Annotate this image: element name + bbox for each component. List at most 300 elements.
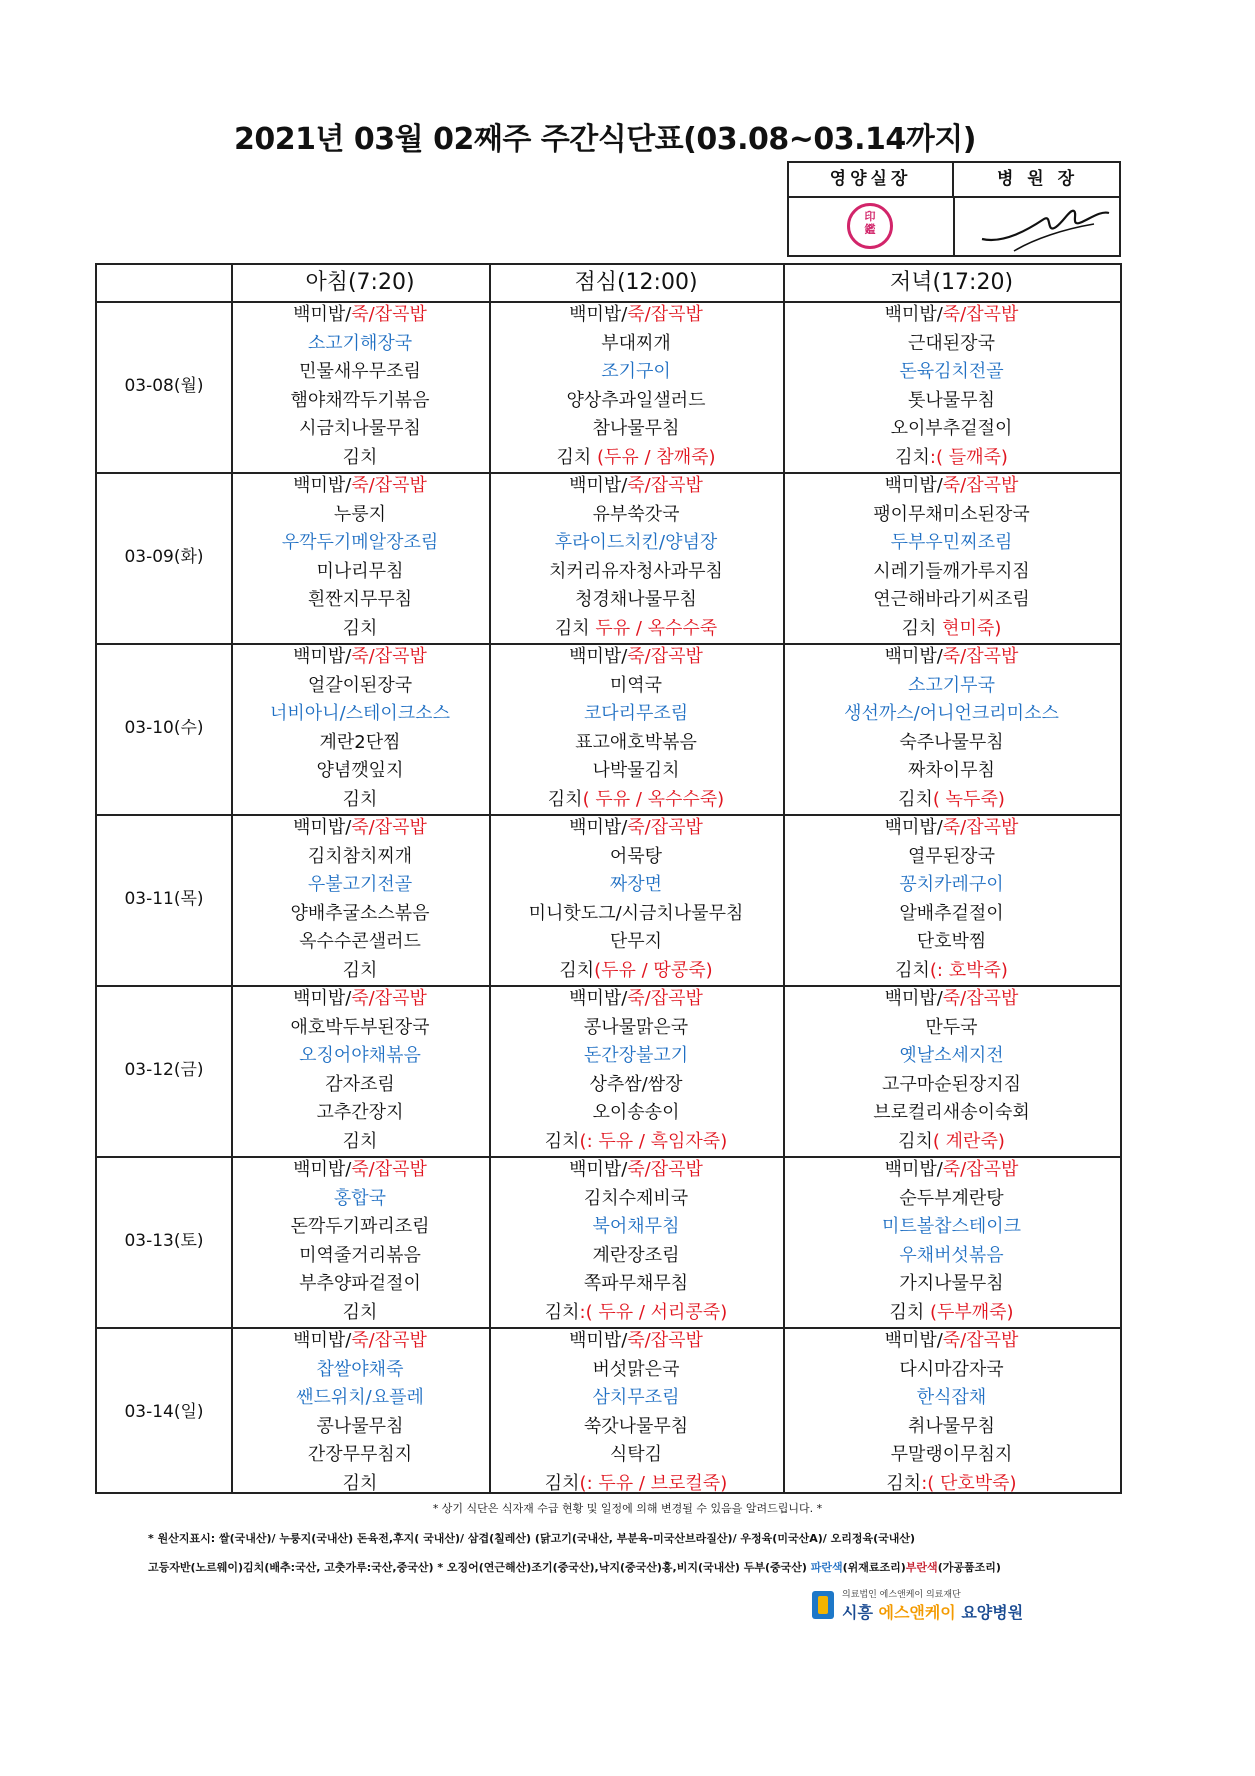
menu-item (489, 358, 783, 387)
menu-item-text: 나박물김치 (592, 760, 680, 781)
menu-item (231, 529, 489, 558)
menu-item-text: 소고기해장국 (307, 332, 413, 354)
menu-item-text: 죽/잡곡밥 (351, 817, 427, 838)
approval-divider-vertical (953, 196, 955, 255)
menu-item (489, 900, 783, 929)
day-label: 03-13(토) (124, 1230, 204, 1251)
day-label: 03-12(금) (124, 1059, 204, 1080)
day-label: 03-11(목) (124, 888, 204, 909)
menu-item (231, 387, 489, 416)
logo-name-part: 에스앤케이 (878, 1603, 956, 1622)
menu-item (231, 871, 489, 900)
menu-item-text: 한식잡채 (916, 1387, 987, 1408)
menu-cell-breakfast (231, 814, 489, 985)
menu-item (489, 501, 783, 530)
menu-item-text: 고추간장지 (316, 1102, 404, 1123)
menu-item-text: 취나물무침 (908, 1415, 995, 1437)
menu-cell-dinner (783, 985, 1120, 1156)
menu-item-text: (: 두유 / 흑임자죽) (579, 1130, 728, 1152)
menu-item-text: 참나물무침 (592, 418, 680, 439)
menu-item-text: 쑥갓나물무침 (583, 1415, 689, 1437)
menu-cell-lunch (489, 985, 783, 1156)
menu-item-text: 단호박찜 (916, 931, 987, 952)
menu-item (783, 415, 1120, 444)
menu-item-text: 백미밥/ (293, 1330, 352, 1351)
page-title: 2021년 03월 02째주 주간식단표(03.08~03.14까지) (234, 122, 976, 157)
menu-item (231, 558, 489, 587)
menu-item-text: 죽/잡곡밥 (351, 988, 427, 1009)
menu-item (231, 330, 489, 359)
menu-item (231, 358, 489, 387)
menu-cell-dinner (783, 814, 1120, 985)
menu-item (783, 672, 1120, 701)
menu-cell-dinner (783, 472, 1120, 643)
approval-header-director: 병 원 장 (996, 169, 1079, 189)
menu-item (783, 1470, 1120, 1499)
menu-item-text: 우불고기전골 (307, 874, 413, 895)
day-label: 03-14(일) (124, 1401, 204, 1422)
menu-cell-lunch (489, 472, 783, 643)
menu-item-text: 부대찌개 (601, 332, 671, 354)
menu-item-text: 감자조림 (325, 1073, 395, 1095)
menu-item-text: 치커리유자청사과무침 (549, 560, 723, 582)
menu-item-text: 백미밥/ (884, 646, 943, 667)
menu-item (489, 1014, 783, 1043)
menu-item-text: 톳나물무침 (908, 389, 995, 411)
menu-item (231, 1327, 489, 1356)
menu-item (231, 1042, 489, 1071)
menu-item-text: 찹쌀야채죽 (316, 1358, 404, 1380)
menu-item-text: 햄야채깍두기볶음 (290, 389, 430, 411)
menu-item-text: 돈깍두기꽈리조림 (290, 1216, 430, 1237)
menu-item-text: 백미밥/ (884, 988, 943, 1009)
menu-item (231, 757, 489, 786)
menu-item (783, 985, 1120, 1014)
menu-item (783, 1413, 1120, 1442)
menu-item (489, 472, 783, 501)
logo-name-part: 시흥 (842, 1603, 879, 1622)
menu-item (783, 330, 1120, 359)
menu-item-text: 죽/잡곡밥 (942, 475, 1019, 496)
menu-item (489, 843, 783, 872)
menu-item-text: 표고애호박볶음 (575, 731, 697, 753)
menu-item-text: 김치 (342, 788, 378, 810)
menu-item (231, 1156, 489, 1185)
menu-item (783, 643, 1120, 672)
menu-item (783, 786, 1120, 815)
menu-item (231, 843, 489, 872)
menu-item (231, 1356, 489, 1385)
menu-item-text: 짜차이무침 (908, 760, 995, 781)
menu-item (783, 1071, 1120, 1100)
menu-item-text: 상추쌈/쌈장 (589, 1073, 683, 1095)
menu-item (231, 1071, 489, 1100)
origin-text-part: (가공품조리) (937, 1561, 1001, 1574)
menu-item-text: 김치 (895, 959, 930, 981)
menu-item (489, 786, 783, 815)
menu-item-text: 콩나물무침 (316, 1415, 404, 1437)
menu-item (783, 1156, 1120, 1185)
menu-item-text: 미트볼찹스테이크 (881, 1216, 1022, 1237)
menu-item (489, 1213, 783, 1242)
menu-item-text: 김치 (342, 1472, 378, 1494)
menu-item-text: 김치 (901, 617, 943, 639)
menu-item-text: 죽/잡곡밥 (351, 1159, 427, 1180)
column-header-dinner: 저녁(17:20) (889, 270, 1014, 295)
menu-item-text: 백미밥/ (293, 646, 352, 667)
menu-item (783, 700, 1120, 729)
menu-item (783, 1299, 1120, 1328)
menu-item-text: 김치 (556, 446, 597, 468)
menu-item-text: 부추양파겉절이 (299, 1273, 421, 1294)
weekly-menu-table (95, 263, 1122, 1494)
menu-item-text: 돈육김치전골 (899, 361, 1004, 382)
menu-item-text: 오징어야채볶음 (299, 1045, 421, 1066)
menu-item-text: 죽/잡곡밥 (351, 304, 427, 325)
menu-item (783, 1384, 1120, 1413)
menu-item-text: 코다리무조림 (583, 703, 689, 724)
menu-item (783, 1099, 1120, 1128)
menu-item-text: 유부쑥갓국 (592, 503, 680, 525)
menu-item (783, 729, 1120, 758)
menu-item-text: 미나리무침 (316, 560, 404, 582)
menu-item-text: 우채버섯볶음 (899, 1244, 1004, 1266)
menu-item-text: 죽/잡곡밥 (627, 817, 703, 838)
menu-item (231, 301, 489, 330)
menu-item-text: 김치 (342, 1301, 378, 1323)
menu-item-text: 팽이무채미소된장국 (873, 503, 1030, 525)
menu-item (783, 558, 1120, 587)
approval-box (787, 161, 1121, 257)
menu-item-text: 김치수제비국 (583, 1187, 689, 1209)
menu-item (783, 387, 1120, 416)
menu-item-text: 계란2단찜 (319, 731, 401, 753)
menu-item (231, 1014, 489, 1043)
menu-item (231, 814, 489, 843)
menu-item-text: 계란장조림 (592, 1244, 680, 1266)
menu-item-text: 미역국 (609, 674, 663, 696)
menu-item (783, 900, 1120, 929)
menu-item (489, 1384, 783, 1413)
menu-item-text: 백미밥/ (884, 817, 943, 838)
menu-item-text: 너비아니/스테이크소스 (270, 703, 450, 724)
menu-item-text: 시금치나물무침 (299, 418, 421, 439)
menu-item-text: 우깍두기메알장조림 (281, 532, 439, 553)
menu-item (489, 529, 783, 558)
menu-item (231, 900, 489, 929)
menu-item (231, 1384, 489, 1413)
menu-item (783, 814, 1120, 843)
menu-item (231, 1213, 489, 1242)
menu-item (489, 1441, 783, 1470)
menu-cell-lunch (489, 643, 783, 814)
logo-name-part: 요양병원 (955, 1603, 1024, 1622)
menu-item-text: 열무된장국 (908, 845, 995, 867)
menu-item-text: 백미밥/ (293, 475, 352, 496)
menu-cell-breakfast (231, 985, 489, 1156)
menu-item (231, 985, 489, 1014)
menu-item-text: (: 호박죽) (929, 959, 1008, 981)
menu-item-text: 죽/잡곡밥 (942, 646, 1019, 667)
menu-item (783, 1042, 1120, 1071)
menu-item (489, 387, 783, 416)
menu-item (783, 1270, 1120, 1299)
menu-item-text: 옛날소세지전 (899, 1045, 1004, 1066)
menu-item (231, 1185, 489, 1214)
menu-item-text: 양배추굴소스볶음 (290, 902, 430, 924)
menu-item-text: 현미죽) (942, 617, 1002, 639)
menu-item-text: 백미밥/ (293, 988, 352, 1009)
menu-item (489, 1099, 783, 1128)
menu-item-text: 죽/잡곡밥 (627, 475, 703, 496)
menu-item-text: 미역줄거리볶음 (299, 1244, 421, 1266)
menu-item-text: ( 녹두죽) (932, 788, 1005, 810)
menu-item-text: 숙주나물무침 (899, 731, 1004, 753)
menu-item (783, 472, 1120, 501)
menu-item (231, 1441, 489, 1470)
menu-item-text: 백미밥/ (293, 304, 352, 325)
day-label: 03-08(월) (124, 375, 204, 396)
menu-item (231, 1099, 489, 1128)
logo-hospital-name (842, 1600, 1023, 1623)
menu-item (489, 444, 783, 473)
menu-item-text: 김치 (886, 1472, 922, 1494)
origin-text-part: (위재료조리) (842, 1561, 906, 1574)
menu-item (489, 928, 783, 957)
menu-item (489, 729, 783, 758)
menu-item (489, 1327, 783, 1356)
menu-item-text: 순두부계란탕 (899, 1187, 1004, 1209)
menu-item-text: 백미밥/ (293, 817, 352, 838)
menu-item-text: 무말랭이무침지 (890, 1444, 1013, 1465)
menu-item (231, 586, 489, 615)
menu-item (231, 1128, 489, 1157)
menu-item-text: 백미밥/ (884, 1330, 943, 1351)
menu-item-text: 김치 (342, 1130, 378, 1152)
menu-item-text: 양념깻잎지 (316, 760, 404, 781)
menu-item-text: 죽/잡곡밥 (942, 817, 1019, 838)
menu-item-text: 어묵탕 (609, 845, 663, 867)
menu-item (783, 615, 1120, 644)
menu-item-text: :( 두유 / 서리콩죽) (579, 1301, 728, 1323)
menu-cell-breakfast (231, 301, 489, 472)
menu-item-text: 만두국 (925, 1016, 978, 1038)
menu-item (489, 1470, 783, 1499)
menu-item-text: :( 단호박죽) (921, 1472, 1017, 1494)
menu-cell-breakfast (231, 1156, 489, 1327)
menu-item (231, 957, 489, 986)
menu-item-text: 꽁치카레구이 (899, 874, 1004, 895)
menu-item (231, 501, 489, 530)
origin-text-part: 파란색 (810, 1561, 843, 1574)
menu-cell-breakfast (231, 1327, 489, 1498)
menu-item (231, 1270, 489, 1299)
menu-item-text: 시레기들깨가루지짐 (873, 560, 1030, 582)
menu-item (489, 615, 783, 644)
menu-item-text: 고구마순된장지짐 (881, 1073, 1022, 1095)
menu-cell-lunch (489, 814, 783, 985)
menu-item (783, 843, 1120, 872)
menu-item (489, 1299, 783, 1328)
menu-item (231, 1299, 489, 1328)
menu-item-text: 콩나물맑은국 (583, 1016, 689, 1038)
menu-item-text: 백미밥/ (569, 646, 628, 667)
menu-item-text: 김치 (895, 446, 930, 468)
menu-item (231, 700, 489, 729)
menu-item-text: 오이송송이 (592, 1102, 680, 1123)
menu-item-text: :( 들깨죽) (929, 446, 1008, 468)
menu-item-text: 김치 (898, 788, 933, 810)
menu-item (231, 415, 489, 444)
menu-item-text: (두유 / 땅콩죽) (594, 959, 713, 981)
menu-item-text: 죽/잡곡밥 (627, 988, 703, 1009)
day-label: 03-10(수) (124, 717, 204, 738)
menu-item-text: 죽/잡곡밥 (942, 988, 1019, 1009)
menu-item (231, 672, 489, 701)
menu-item-text: 쌘드위치/요플레 (296, 1387, 424, 1408)
menu-item-text: 백미밥/ (569, 475, 628, 496)
menu-item (489, 330, 783, 359)
notice-text: * 상기 식단은 식자재 수급 현황 및 일정에 의해 변경될 수 있음을 알려드립니다. * (432, 1502, 823, 1515)
menu-cell-breakfast (231, 643, 489, 814)
menu-item (489, 1185, 783, 1214)
menu-item-text: 백미밥/ (569, 1330, 628, 1351)
menu-item (231, 444, 489, 473)
menu-item (489, 957, 783, 986)
menu-item-text: 죽/잡곡밥 (627, 304, 703, 325)
menu-item-text: 미니핫도그/시금치나물무침 (528, 902, 744, 924)
menu-item (489, 586, 783, 615)
menu-item (783, 1185, 1120, 1214)
hospital-logo (812, 1585, 1032, 1625)
menu-item (783, 928, 1120, 957)
menu-item (489, 415, 783, 444)
menu-cell-dinner (783, 643, 1120, 814)
column-header-lunch: 점심(12:00) (574, 270, 698, 295)
menu-item-text: 두부우민찌조림 (890, 532, 1013, 553)
menu-item-text: 죽/잡곡밥 (627, 1330, 703, 1351)
menu-item-text: 김치 (898, 1130, 933, 1152)
menu-item-text: 백미밥/ (569, 1159, 628, 1180)
menu-item (783, 1356, 1120, 1385)
menu-item-text: 흰짠지무무침 (307, 589, 413, 610)
menu-item (489, 558, 783, 587)
menu-cell-dinner (783, 1327, 1120, 1498)
menu-cell-dinner (783, 301, 1120, 472)
menu-item (783, 358, 1120, 387)
menu-item-text: 브로컬리새송이숙회 (873, 1102, 1030, 1123)
menu-item-text: 생선까스/어니언크리미소스 (844, 703, 1059, 724)
menu-item-text: 근대된장국 (908, 332, 995, 354)
menu-item-text: 죽/잡곡밥 (351, 1330, 427, 1351)
menu-item-text: 누룽지 (333, 503, 387, 525)
day-label: 03-09(화) (124, 546, 204, 567)
menu-item-text: 죽/잡곡밥 (627, 646, 703, 667)
menu-item-text: 죽/잡곡밥 (627, 1159, 703, 1180)
menu-item-text: 죽/잡곡밥 (351, 475, 427, 496)
menu-item-text: 죽/잡곡밥 (351, 646, 427, 667)
menu-item (489, 985, 783, 1014)
origin-text-part: 부란색 (905, 1561, 938, 1574)
menu-item (231, 472, 489, 501)
origin-text-part: 고등자반(노르웨이)김치(배추:국산, 고춧가루:국산,중국산) * 오징어(연근해산)조기(중국산),낙지(중국산)홍,비지(국내산) 두부(중국산) (148, 1561, 811, 1574)
logo-foundation-text: 의료법인 에스앤케이 의료재단 (842, 1590, 961, 1600)
menu-item (783, 1242, 1120, 1271)
menu-item (489, 301, 783, 330)
menu-item (489, 871, 783, 900)
origin-label-line-2 (148, 1559, 1001, 1575)
menu-item-text: 버섯맑은국 (592, 1358, 680, 1380)
signature-icon (974, 199, 1114, 257)
menu-item (783, 1441, 1120, 1470)
menu-item-text: 김치 (544, 1472, 580, 1494)
menu-item-text: 쪽파무채무침 (583, 1273, 689, 1294)
menu-item-text: 간장무무침지 (307, 1444, 413, 1465)
origin-label-line-1: * 원산지표시: 쌀(국내산)/ 누룽지(국내산) 돈육전,후지( 국내산)/ 삼겹(칠레산) (닭고기(국내산, 부분육-미국산브라질산)/ 우정육(미국산A)/ 오리정육(국내산) (148, 1532, 916, 1545)
menu-cell-lunch (489, 301, 783, 472)
menu-item-text: ( 계란죽) (932, 1130, 1005, 1152)
menu-item (783, 1014, 1120, 1043)
menu-item-text: 백미밥/ (293, 1159, 352, 1180)
menu-item (783, 757, 1120, 786)
menu-item (489, 700, 783, 729)
menu-item (783, 529, 1120, 558)
menu-item (231, 786, 489, 815)
menu-item (231, 729, 489, 758)
menu-item-text: 백미밥/ (569, 988, 628, 1009)
menu-item-text: 돈간장불고기 (583, 1045, 689, 1066)
menu-item (489, 1242, 783, 1271)
menu-item (489, 1128, 783, 1157)
menu-item-text: 애호박두부된장국 (290, 1016, 430, 1038)
menu-item (783, 1128, 1120, 1157)
menu-item-text: 백미밥/ (569, 817, 628, 838)
menu-item-text: 두유 / 옥수수죽 (595, 617, 718, 639)
menu-item (489, 1042, 783, 1071)
menu-item (231, 1413, 489, 1442)
menu-item-text: 다시마감자국 (899, 1358, 1004, 1380)
menu-item-text: 김치 (342, 617, 378, 639)
menu-item (783, 1213, 1120, 1242)
menu-item-text: 김치 (547, 788, 583, 810)
menu-item-text: 백미밥/ (884, 304, 943, 325)
menu-item (489, 814, 783, 843)
menu-item-text: 후라이드치킨/양념장 (554, 532, 718, 553)
menu-item (489, 672, 783, 701)
menu-item (231, 615, 489, 644)
menu-item (231, 643, 489, 672)
menu-item (783, 444, 1120, 473)
menu-item (489, 643, 783, 672)
menu-item-text: 소고기무국 (908, 674, 995, 696)
menu-item (783, 871, 1120, 900)
column-header-breakfast: 아침(7:20) (305, 270, 415, 295)
menu-item-text: 가지나물무침 (899, 1273, 1004, 1294)
menu-item (783, 501, 1120, 530)
menu-cell-lunch (489, 1327, 783, 1498)
menu-item-text: 김치 (554, 617, 596, 639)
menu-item-text: 김치 (342, 446, 378, 468)
seal-stamp-icon: 印 鑑 (847, 203, 893, 249)
menu-item-text: 북어채무침 (592, 1216, 680, 1237)
menu-item (489, 1156, 783, 1185)
hospital-logo-icon (812, 1591, 834, 1619)
menu-cell-breakfast (231, 472, 489, 643)
menu-item (783, 957, 1120, 986)
menu-item (783, 586, 1120, 615)
menu-item (231, 1242, 489, 1271)
menu-item-text: (두유 / 참깨죽) (597, 446, 716, 468)
